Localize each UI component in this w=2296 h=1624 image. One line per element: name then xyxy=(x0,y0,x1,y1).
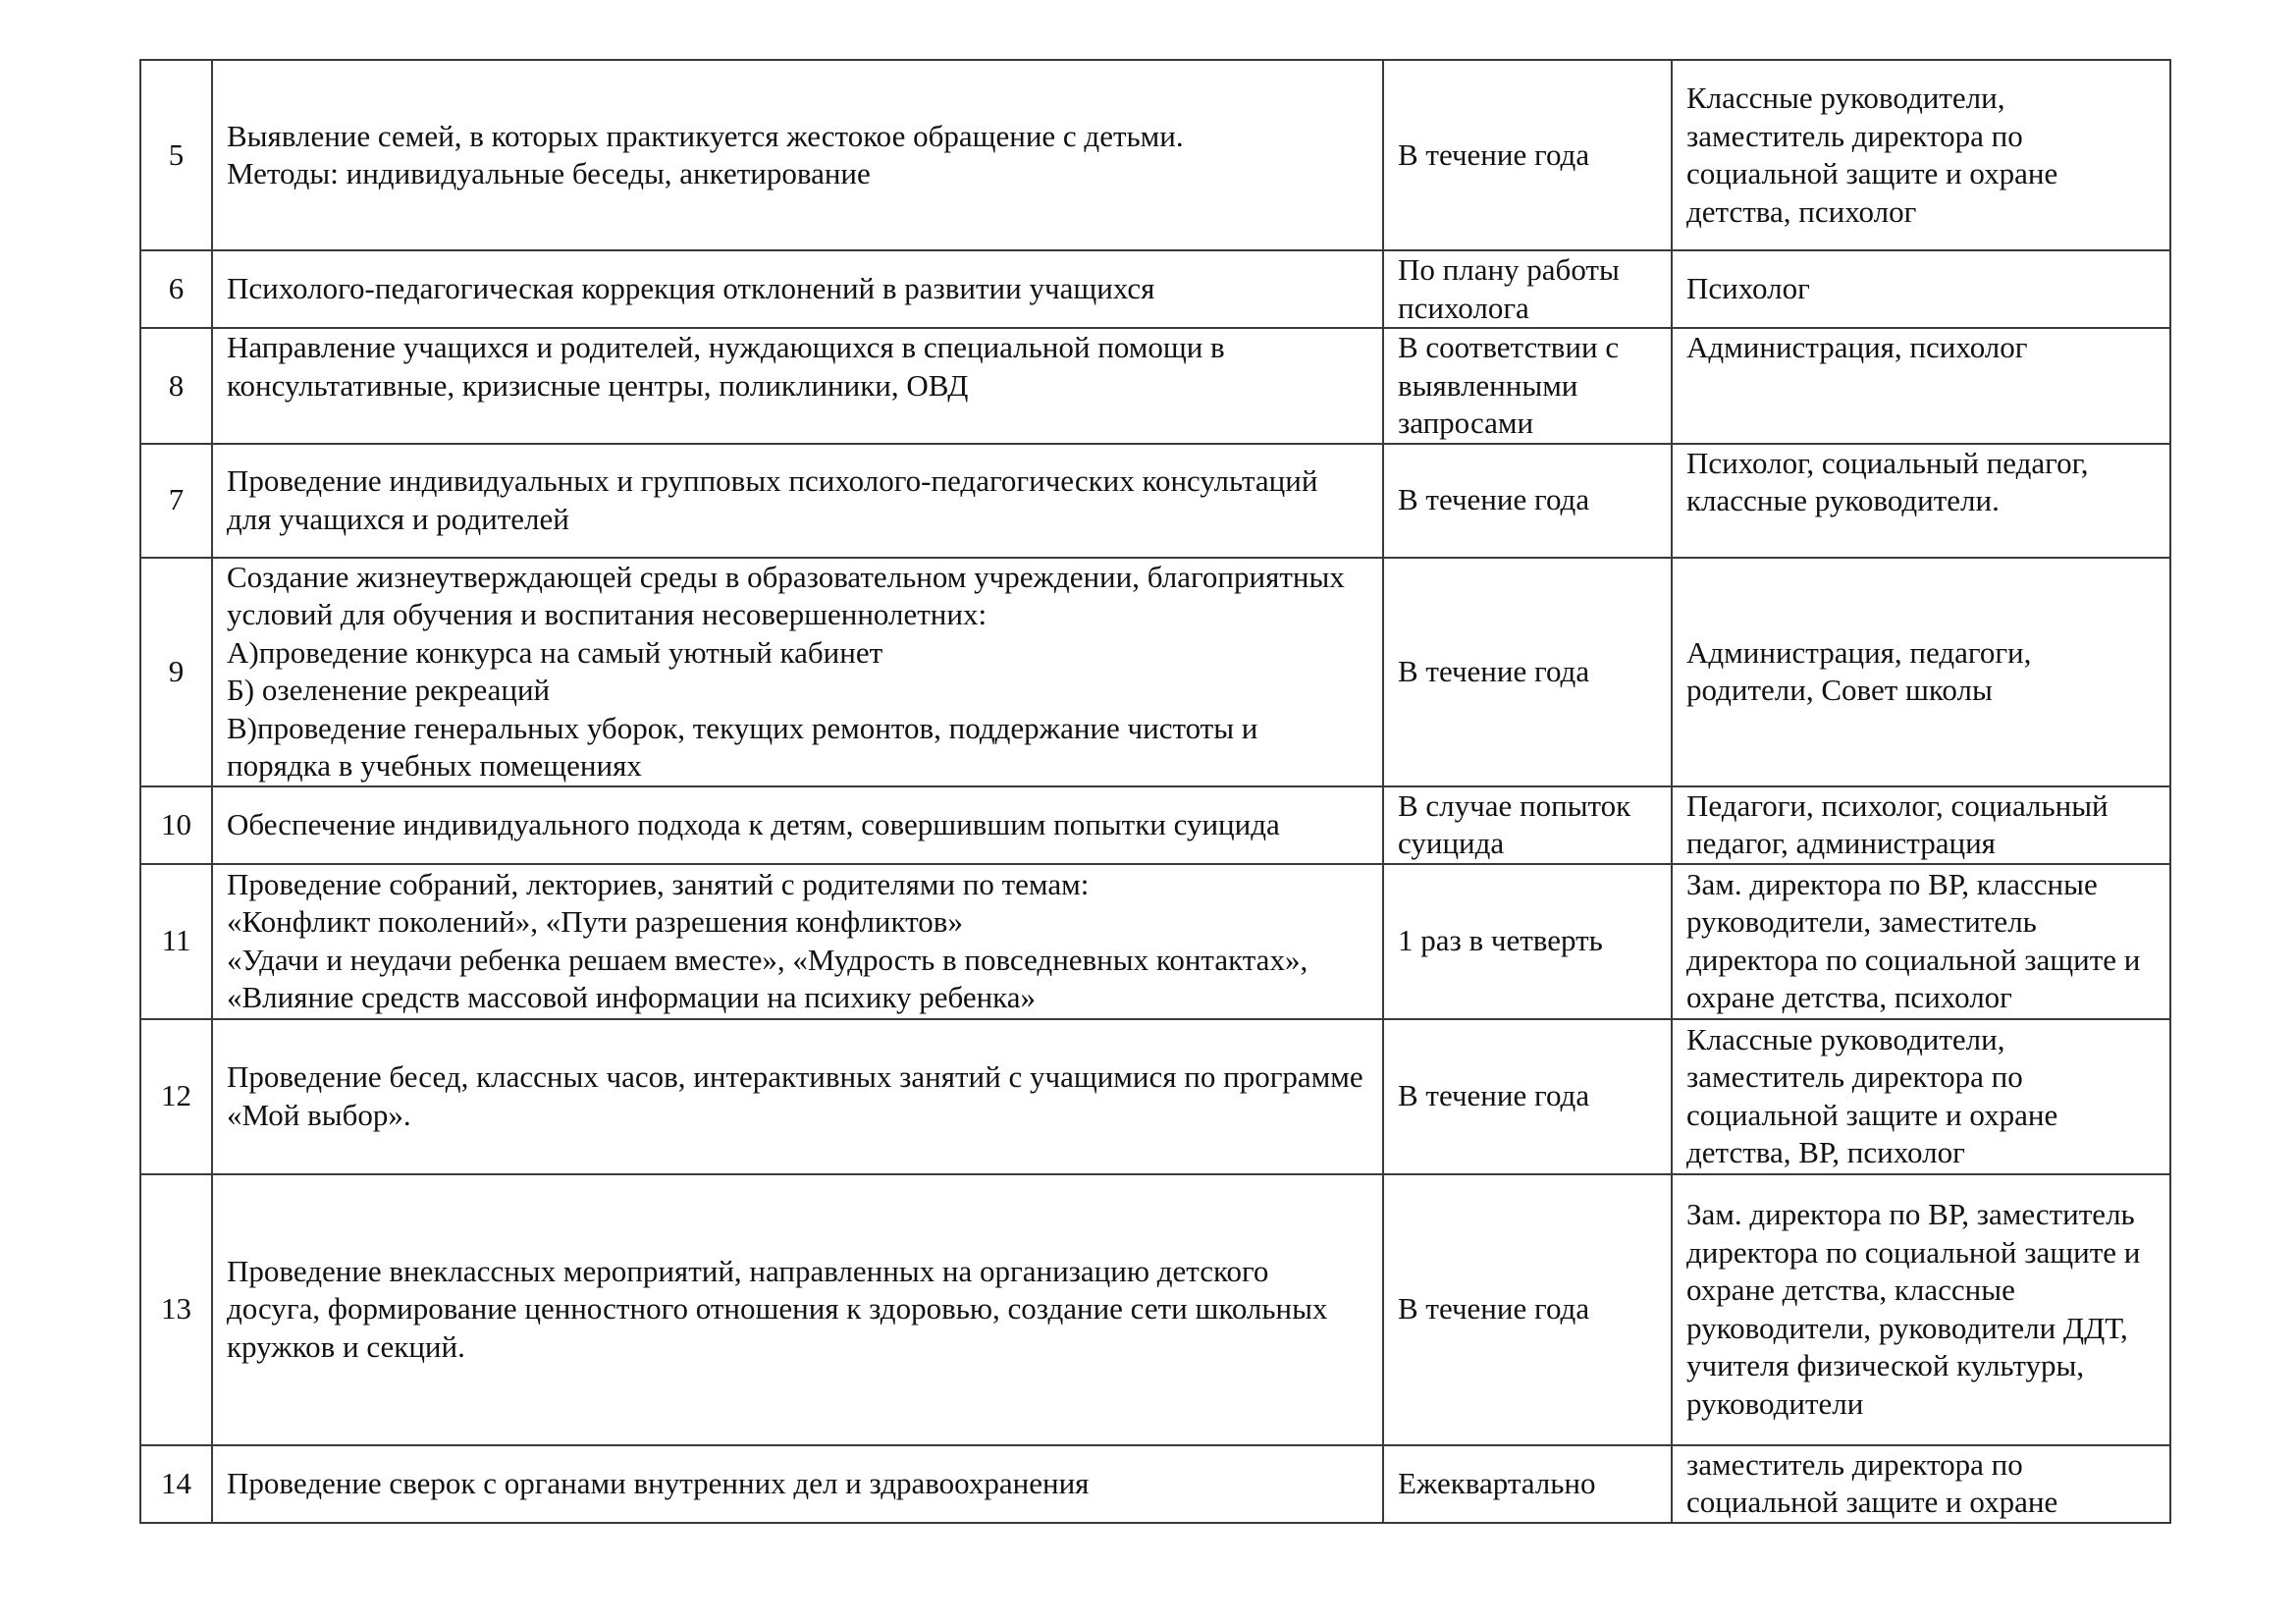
row-number-cell: 5 xyxy=(140,60,212,250)
activity-cell: Обеспечение индивидуального подхода к детям, совершившим попытки суицида xyxy=(212,786,1383,864)
table-row xyxy=(140,1174,2170,1445)
responsible-cell: Классные руководители, заместитель директора по социальной защите и охране детства, психолог xyxy=(1672,60,2170,250)
table-row xyxy=(140,786,2170,864)
row-number-cell: 10 xyxy=(140,786,212,864)
responsible-cell: Зам. директора по ВР, заместитель директора по социальной защите и охране детства, классные руководители, руководители ДДТ, учителя физической культуры, руководители xyxy=(1672,1174,2170,1445)
term-cell: В течение года xyxy=(1383,558,1672,786)
table-row xyxy=(140,444,2170,558)
responsible-cell: Психолог xyxy=(1672,250,2170,328)
table-row xyxy=(140,864,2170,1019)
table-row xyxy=(140,328,2170,444)
row-number-cell: 9 xyxy=(140,558,212,786)
activity-cell: Выявление семей, в которых практикуется жестокое обращение с детьми. Методы: индивидуальные беседы, анкетирование xyxy=(212,60,1383,250)
responsible-cell: Психолог, социальный педагог, классные руководители. xyxy=(1672,444,2170,558)
activity-cell: Проведение собраний, лекториев, занятий с родителями по темам: «Конфликт поколений», «Пути разрешения конфликтов» «Удачи и неудачи ребенка решаем вместе», «Мудрость в повседневных контактах», «Влияние средств массовой информации на психику ребенка» xyxy=(212,864,1383,1019)
table-row xyxy=(140,1019,2170,1174)
row-number-cell: 12 xyxy=(140,1019,212,1174)
table-row xyxy=(140,1445,2170,1523)
table-row xyxy=(140,60,2170,250)
activity-cell: Проведение сверок с органами внутренних дел и здравоохранения xyxy=(212,1445,1383,1523)
row-number-cell: 6 xyxy=(140,250,212,328)
responsible-cell: Педагоги, психолог, социальный педагог, администрация xyxy=(1672,786,2170,864)
responsible-cell: Администрация, педагоги, родители, Совет школы xyxy=(1672,558,2170,786)
activity-cell: Проведение внеклассных мероприятий, направленных на организацию детского досуга, формирование ценностного отношения к здоровью, создание сети школьных кружков и секций. xyxy=(212,1174,1383,1445)
responsible-cell: Классные руководители, заместитель директора по социальной защите и охране детства, ВР, психолог xyxy=(1672,1019,2170,1174)
responsible-cell: заместитель директора по социальной защите и охране xyxy=(1672,1445,2170,1523)
responsible-cell: Зам. директора по ВР, классные руководители, заместитель директора по социальной защите и охране детства, психолог xyxy=(1672,864,2170,1019)
table-row xyxy=(140,250,2170,328)
term-cell: В соответствии с выявленными запросами xyxy=(1383,328,1672,444)
activity-cell: Направление учащихся и родителей, нуждающихся в специальной помощи в консультативные, кризисные центры, поликлиники, ОВД xyxy=(212,328,1383,444)
term-cell: В течение года xyxy=(1383,1019,1672,1174)
activity-cell: Психолого-педагогическая коррекция отклонений в развитии учащихся xyxy=(212,250,1383,328)
activity-cell: Проведение индивидуальных и групповых психолого-педагогических консультаций для учащихся и родителей xyxy=(212,444,1383,558)
row-number-cell: 13 xyxy=(140,1174,212,1445)
term-cell: В течение года xyxy=(1383,60,1672,250)
table-row xyxy=(140,558,2170,786)
term-cell: В случае попыток суицида xyxy=(1383,786,1672,864)
term-cell: В течение года xyxy=(1383,444,1672,558)
responsible-cell: Администрация, психолог xyxy=(1672,328,2170,444)
activity-cell: Создание жизнеутверждающей среды в образовательном учреждении, благоприятных условий для обучения и воспитания несовершеннолетних: А)проведение конкурса на самый уютный кабинет Б) озеленение рекреаций В)проведение генеральных уборок, текущих ремонтов, поддержание чистоты и порядка в учебных помещениях xyxy=(212,558,1383,786)
activity-plan-table xyxy=(139,59,2171,1524)
term-cell: По плану работы психолога xyxy=(1383,250,1672,328)
term-cell: В течение года xyxy=(1383,1174,1672,1445)
activity-cell: Проведение бесед, классных часов, интерактивных занятий с учащимися по программе «Мой выбор». xyxy=(212,1019,1383,1174)
row-number-cell: 8 xyxy=(140,328,212,444)
row-number-cell: 7 xyxy=(140,444,212,558)
term-cell: Ежеквартально xyxy=(1383,1445,1672,1523)
row-number-cell: 14 xyxy=(140,1445,212,1523)
term-cell: 1 раз в четверть xyxy=(1383,864,1672,1019)
row-number-cell: 11 xyxy=(140,864,212,1019)
